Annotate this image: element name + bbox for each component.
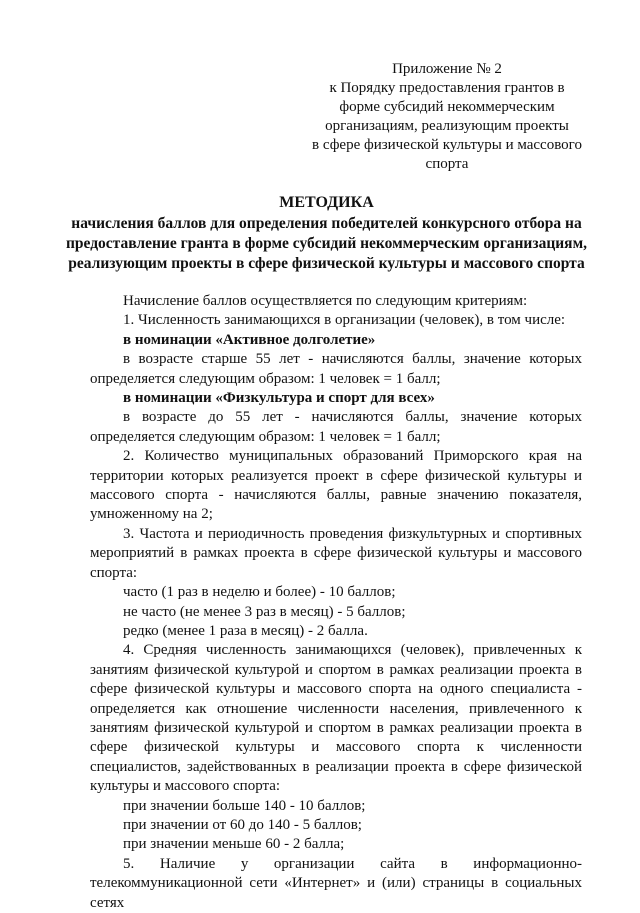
criterion-4-paragraph: 4. Средняя численность занимающихся (человек), привлеченных к занятиям физической культурой и спортом в рамках реализации проекта в сфере физической культуры и массового спорта на одного специалиста - определяется как отношение численности населения, привлеченного к занятиям физической культурой и спортом в рамках реализации проекта в сфере физической культуры и массового спорта к численности специалистов, задействованных в реализации проекта в сфере физической культуры и массового спорта: xyxy=(90,642,582,795)
criterion-4-option: при значении от 60 до 140 - 5 баллов; xyxy=(123,816,362,833)
intro-paragraph: Начисление баллов осуществляется по следующим критериям: xyxy=(123,293,528,309)
criterion-3-option: не часто (не менее 3 раз в месяц) - 5 баллов; xyxy=(123,603,406,620)
nomination-sport-for-all-text: в возрасте до 55 лет - начисляются баллы, значение которых определяется следующим образом: 1 человек = 1 балл; xyxy=(90,409,582,445)
document-title-block xyxy=(58,193,595,274)
criterion-3-option: редко (менее 1 раза в месяц) - 2 балла. xyxy=(123,622,368,639)
appendix-line: организациям, реализующим проекты xyxy=(325,118,569,134)
criterion-1-heading: 1. Численность занимающихся в организации (человек), в том числе: xyxy=(123,312,566,329)
appendix-line: спорта xyxy=(425,156,469,172)
nomination-active-longevity-text: в возрасте старше 55 лет - начисляются баллы, значение которых определяется следующим образом: 1 человек = 1 балл; xyxy=(90,351,582,387)
document-body xyxy=(90,292,582,913)
nomination-active-longevity: в номинации «Активное долголетие» xyxy=(123,331,376,348)
nomination-sport-for-all: в номинации «Физкультура и спорт для всех» xyxy=(123,390,435,407)
criterion-3-paragraph: 3. Частота и периодичность проведения физкультурных и спортивных мероприятий в рамках проекта в сфере физической культуры и массового спорта: xyxy=(90,525,582,581)
criterion-5-paragraph: 5. Наличие у организации сайта в информационно-телекоммуникационной сети «Интернет» и (или) страницы в социальных сетях xyxy=(90,855,582,911)
appendix-header xyxy=(292,60,602,174)
document-title: МЕТОДИКА xyxy=(279,194,374,211)
document-subtitle: начисления баллов для определения победителей конкурсного отбора на предоставление гранта в форме субсидий некоммерческим организациям, реализующим проекты в сфере физической культуры и массового спорта xyxy=(65,215,588,272)
criterion-4-option: при значении больше 140 - 10 баллов; xyxy=(123,797,366,814)
appendix-line: форме субсидий некоммерческим xyxy=(339,99,555,115)
appendix-line: Приложение № 2 xyxy=(392,61,502,77)
criterion-2-paragraph: 2. Количество муниципальных образований Приморского края на территории которых реализуется проект в сфере физической культуры и массового спорта - начисляются баллы, равные значению показателя, умноженному на 2; xyxy=(90,448,582,523)
criterion-3-option: часто (1 раз в неделю и более) - 10 баллов; xyxy=(123,584,396,601)
appendix-line: в сфере физической культуры и массового xyxy=(312,137,582,153)
criterion-4-option: при значении меньше 60 - 2 балла; xyxy=(123,836,345,853)
appendix-line: к Порядку предоставления грантов в xyxy=(329,80,565,96)
